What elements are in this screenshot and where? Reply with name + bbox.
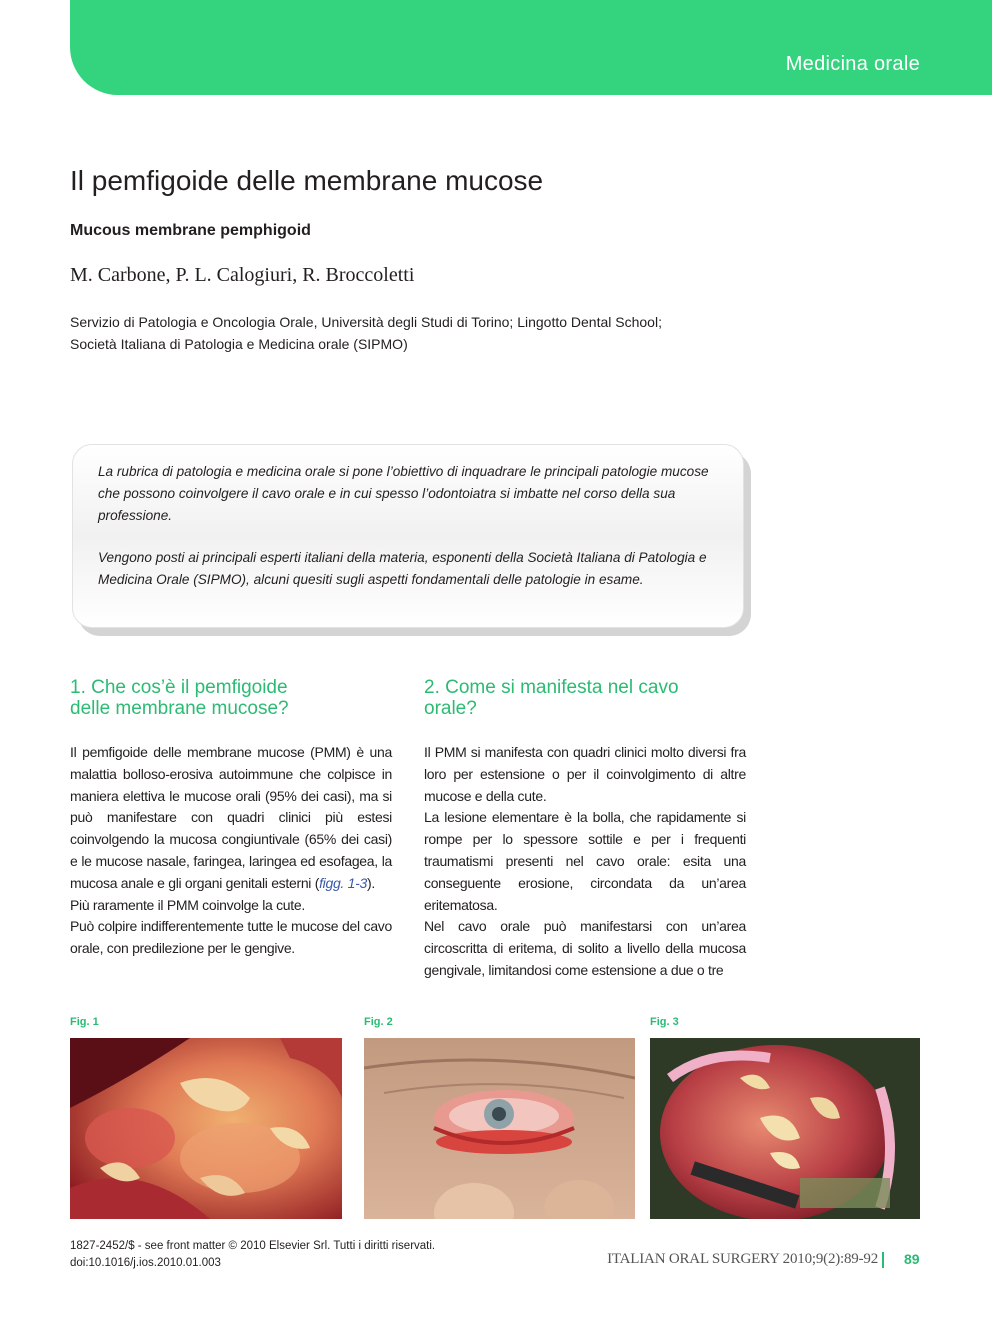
column-2 <box>424 742 746 982</box>
section-1-heading-line-2: delle membrane mucose? <box>70 698 289 719</box>
section-1-paragraph-2: Più raramente il PMM coinvolge la cute. <box>70 896 305 913</box>
page-number: 89 <box>904 1251 920 1267</box>
eye-conjunctiva-photo <box>364 1038 635 1219</box>
column-1 <box>70 742 392 960</box>
figure-3-label: Fig. 3 <box>650 1016 679 1028</box>
section-2-heading-line-1: 2. Come si manifesta nel cavo <box>424 677 679 698</box>
section-1-heading-line-1: 1. Che cos’è il pemfigoide <box>70 677 288 698</box>
authors: M. Carbone, P. L. Calogiuri, R. Broccoletti <box>70 264 415 286</box>
figure-1-label: Fig. 1 <box>70 1016 99 1028</box>
footer-divider <box>882 1252 884 1268</box>
section-1-paragraph-1-end: ). <box>366 874 375 891</box>
figure-2-photo <box>364 1038 635 1219</box>
oral-mucosa-photo-1 <box>70 1038 342 1219</box>
section-1-paragraph-3: Può colpire indifferentemente tutte le mucose del cavo orale, con predilezione per le gengive. <box>70 918 392 957</box>
footer-info <box>70 1238 435 1272</box>
affiliation <box>70 311 750 355</box>
figure-1-photo <box>70 1038 342 1219</box>
intro-paragraph-2: Vengono posti ai principali esperti italiani della materia, esponenti della Società Italiana di Patologia e Medicina Orale (SIPMO), alcuni quesiti sugli aspetti fondamentali delle patologie in esame. <box>98 550 707 587</box>
section-1-paragraph-1-text: Il pemfigoide delle membrane mucose (PMM) è una malattia bolloso-erosiva autoimmune che colpisce in maniera elettiva le mucose orali (95% dei casi), ma si può manifestare con quadri clinici più estesi coinvolgendo la mucosa congiuntivale (65% dei casi) e le mucose nasale, faringea, laringea ed esofagea, la mucosa anale e gli organi genitali esterni ( <box>70 744 392 891</box>
article-subtitle: Mucous membrane pemphigoid <box>70 222 311 239</box>
section-2-heading <box>424 677 724 719</box>
figure-3-photo <box>650 1038 920 1219</box>
doi: doi:10.1016/j.ios.2010.01.003 <box>70 1257 221 1269</box>
intro-paragraph-1: La rubrica di patologia e medicina orale si pone l’obiettivo di inquadrare le principali patologie mucose che possono coinvolgere il cavo orale e in cui spesso l’odontoiatra si imbatte nel corso della sua professione. <box>98 464 709 523</box>
section-label: Medicina orale <box>785 53 920 75</box>
section-2-paragraph-2: La lesione elementare è la bolla, che rapidamente si rompe per lo spessore sottile e per i frequenti traumatismi presenti nel cavo orale: esita una conseguente erosione, circondata da un’area eritematosa. <box>424 809 746 913</box>
section-1-heading <box>70 677 370 719</box>
section-2-paragraph-3: Nel cavo orale può manifestarsi con un’area circoscritta di eritema, di solito a livello della mucosa gengivale, limitandosi come estensione a due o tre <box>424 918 746 978</box>
section-2-paragraph-1: Il PMM si manifesta con quadri clinici molto diversi fra loro per estensione o per il coinvolgimento di altre mucose e della cute. <box>424 744 746 804</box>
section-1-paragraph-1 <box>70 742 392 895</box>
journal-citation: ITALIAN ORAL SURGERY 2010;9(2):89-92 <box>607 1251 878 1267</box>
figure-2-label: Fig. 2 <box>364 1016 393 1028</box>
header-band <box>70 0 992 95</box>
affiliation-line-1: Servizio di Patologia e Oncologia Orale, Università degli Studi di Torino; Lingotto Dental School; <box>70 314 662 330</box>
figure-reference-link[interactable]: figg. 1-3 <box>319 874 367 891</box>
article-title: Il pemfigoide delle membrane mucose <box>70 165 544 196</box>
oral-cavity-photo <box>650 1038 920 1219</box>
copyright-notice: 1827-2452/$ - see front matter © 2010 Elsevier Srl. Tutti i diritti riservati. <box>70 1240 436 1252</box>
section-2-heading-line-2: orale? <box>424 698 477 719</box>
affiliation-line-2: Società Italiana di Patologia e Medicina orale (SIPMO) <box>70 336 408 352</box>
